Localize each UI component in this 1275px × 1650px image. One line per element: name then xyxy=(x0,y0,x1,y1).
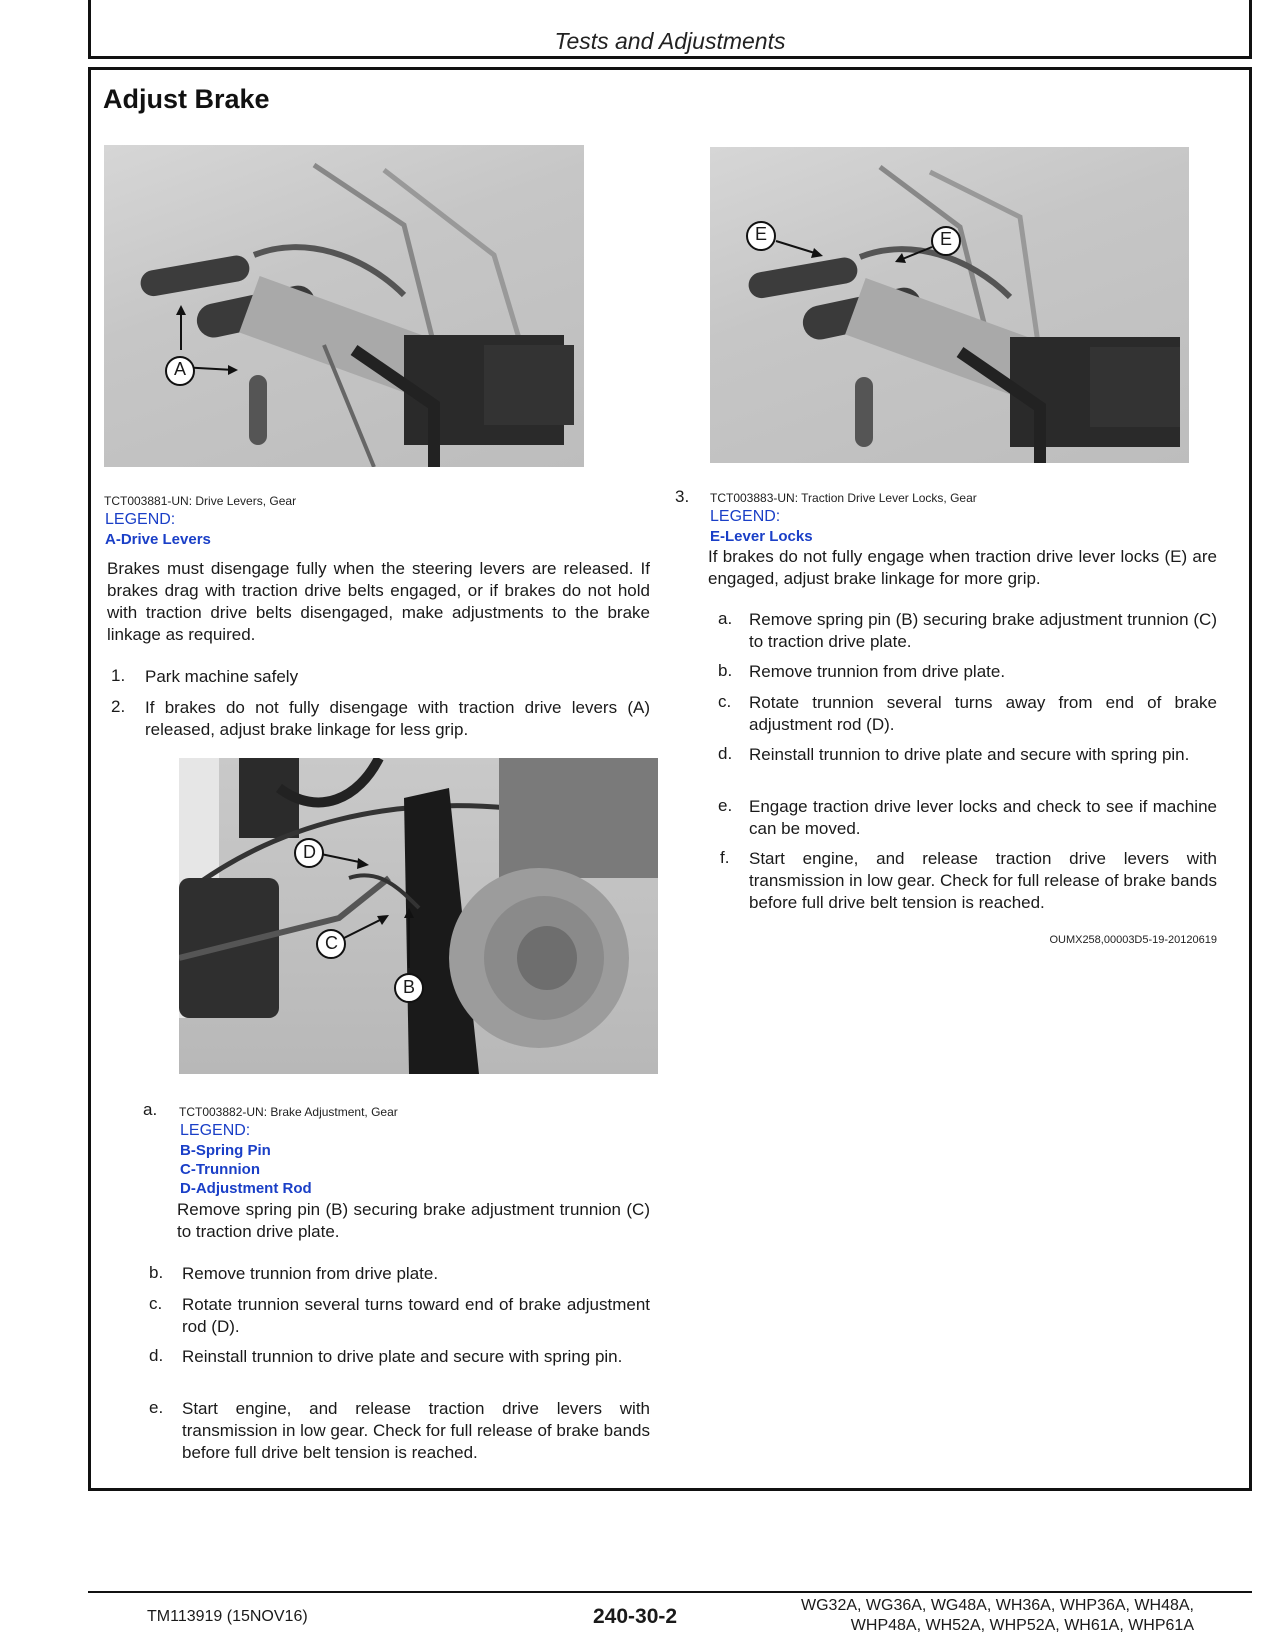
step-number: e. xyxy=(718,796,733,815)
figure-drive-levers xyxy=(104,145,584,467)
step-text: Remove trunnion from drive plate. xyxy=(749,662,1006,681)
step-number: c. xyxy=(718,692,732,711)
figure-brake-adjustment xyxy=(179,758,658,1074)
callout-b: B xyxy=(403,977,416,997)
footer-manual-id: TM113919 (15NOV16) xyxy=(147,1608,308,1625)
legend-item: E-Lever Locks xyxy=(710,528,813,545)
step-text: Rotate trunnion several turns toward end of brake adjustment rod (D). xyxy=(182,1295,650,1336)
footer-page-number: 240-30-2 xyxy=(593,1605,678,1628)
step-number: c. xyxy=(149,1294,163,1313)
step-number: a. xyxy=(718,609,733,628)
callout-d: D xyxy=(303,842,316,862)
legend-heading: LEGEND: xyxy=(710,508,781,525)
step-text: Start engine, and release traction drive levers with transmission in low gear. Check for full release of brake bands before full drive belt tension is reached. xyxy=(182,1399,650,1462)
step-text: Remove spring pin (B) securing brake adjustment trunnion (C) to traction drive plate. xyxy=(749,610,1217,651)
legend-item: C-Trunnion xyxy=(180,1161,260,1178)
footer-model-list xyxy=(700,1596,1194,1636)
footer-rule xyxy=(88,1591,1252,1593)
brake-adjustment-illustration xyxy=(179,758,658,1074)
page-header-title: Tests and Adjustments xyxy=(554,28,786,54)
callout-e: E xyxy=(755,224,768,244)
footer-model-line: WHP48A, WH52A, WHP52A, WH61A, WHP61A xyxy=(850,1617,1194,1634)
section-title: Adjust Brake xyxy=(103,84,270,114)
step-number: b. xyxy=(718,661,733,680)
legend-item: B-Spring Pin xyxy=(180,1142,271,1159)
document-reference: OUMX258,00003D5-19-20120619 xyxy=(1049,934,1217,946)
callout-c: C xyxy=(325,933,338,953)
footer-model-line: WG32A, WG36A, WG48A, WH36A, WHP36A, WH48A, xyxy=(801,1597,1194,1614)
legend-item: A-Drive Levers xyxy=(105,531,211,548)
drive-levers-illustration xyxy=(104,145,584,467)
figure-caption: TCT003883-UN: Traction Drive Lever Locks, Gear xyxy=(710,491,977,505)
step-text: Engage traction drive lever locks and check to see if machine can be moved. xyxy=(749,797,1217,838)
step-text: If brakes do not fully disengage with traction drive levers (A) released, adjust brake linkage for less grip. xyxy=(145,698,650,739)
step3-paragraph: If brakes do not fully engage when traction drive lever locks (E) are engaged, adjust brake linkage for more grip. xyxy=(708,547,1217,588)
figure-caption: TCT003881-UN: Drive Levers, Gear xyxy=(104,494,297,508)
step-text: Reinstall trunnion to drive plate and secure with spring pin. xyxy=(182,1347,623,1366)
callout-a: A xyxy=(174,359,187,379)
step-text: Park machine safely xyxy=(145,667,299,686)
step-number: f. xyxy=(720,848,730,867)
step-number: d. xyxy=(718,744,733,763)
step-number: d. xyxy=(149,1346,164,1365)
step-text: Start engine, and release traction drive levers with transmission in low gear. Check for full release of brake bands before full drive belt tension is reached. xyxy=(749,849,1217,912)
step-number: b. xyxy=(149,1263,164,1282)
step-text: Rotate trunnion several turns away from end of brake adjustment rod (D). xyxy=(749,693,1217,734)
figure-caption: TCT003882-UN: Brake Adjustment, Gear xyxy=(179,1105,398,1119)
legend-heading: LEGEND: xyxy=(105,511,176,528)
step-text: Remove spring pin (B) securing brake adjustment trunnion (C) to traction drive plate. xyxy=(177,1200,650,1241)
step-text: Remove trunnion from drive plate. xyxy=(182,1264,439,1283)
step-number: 1. xyxy=(111,666,126,685)
step-number: a. xyxy=(143,1100,158,1119)
callout-e: E xyxy=(940,229,953,249)
step-number: 2. xyxy=(111,697,126,716)
intro-paragraph: Brakes must disengage fully when the steering levers are released. If brakes drag with traction drive belts engaged, or if brakes do not hold with traction drive belts disengaged, make adjustments to the brake linkage as required. xyxy=(107,559,650,644)
legend-item: D-Adjustment Rod xyxy=(180,1180,312,1197)
step-number: 3. xyxy=(675,487,690,506)
step-number: e. xyxy=(149,1398,164,1417)
lever-locks-illustration xyxy=(710,147,1189,463)
figure-lever-locks xyxy=(710,147,1189,463)
step-text: Reinstall trunnion to drive plate and secure with spring pin. xyxy=(749,745,1190,764)
legend-heading: LEGEND: xyxy=(180,1122,251,1139)
